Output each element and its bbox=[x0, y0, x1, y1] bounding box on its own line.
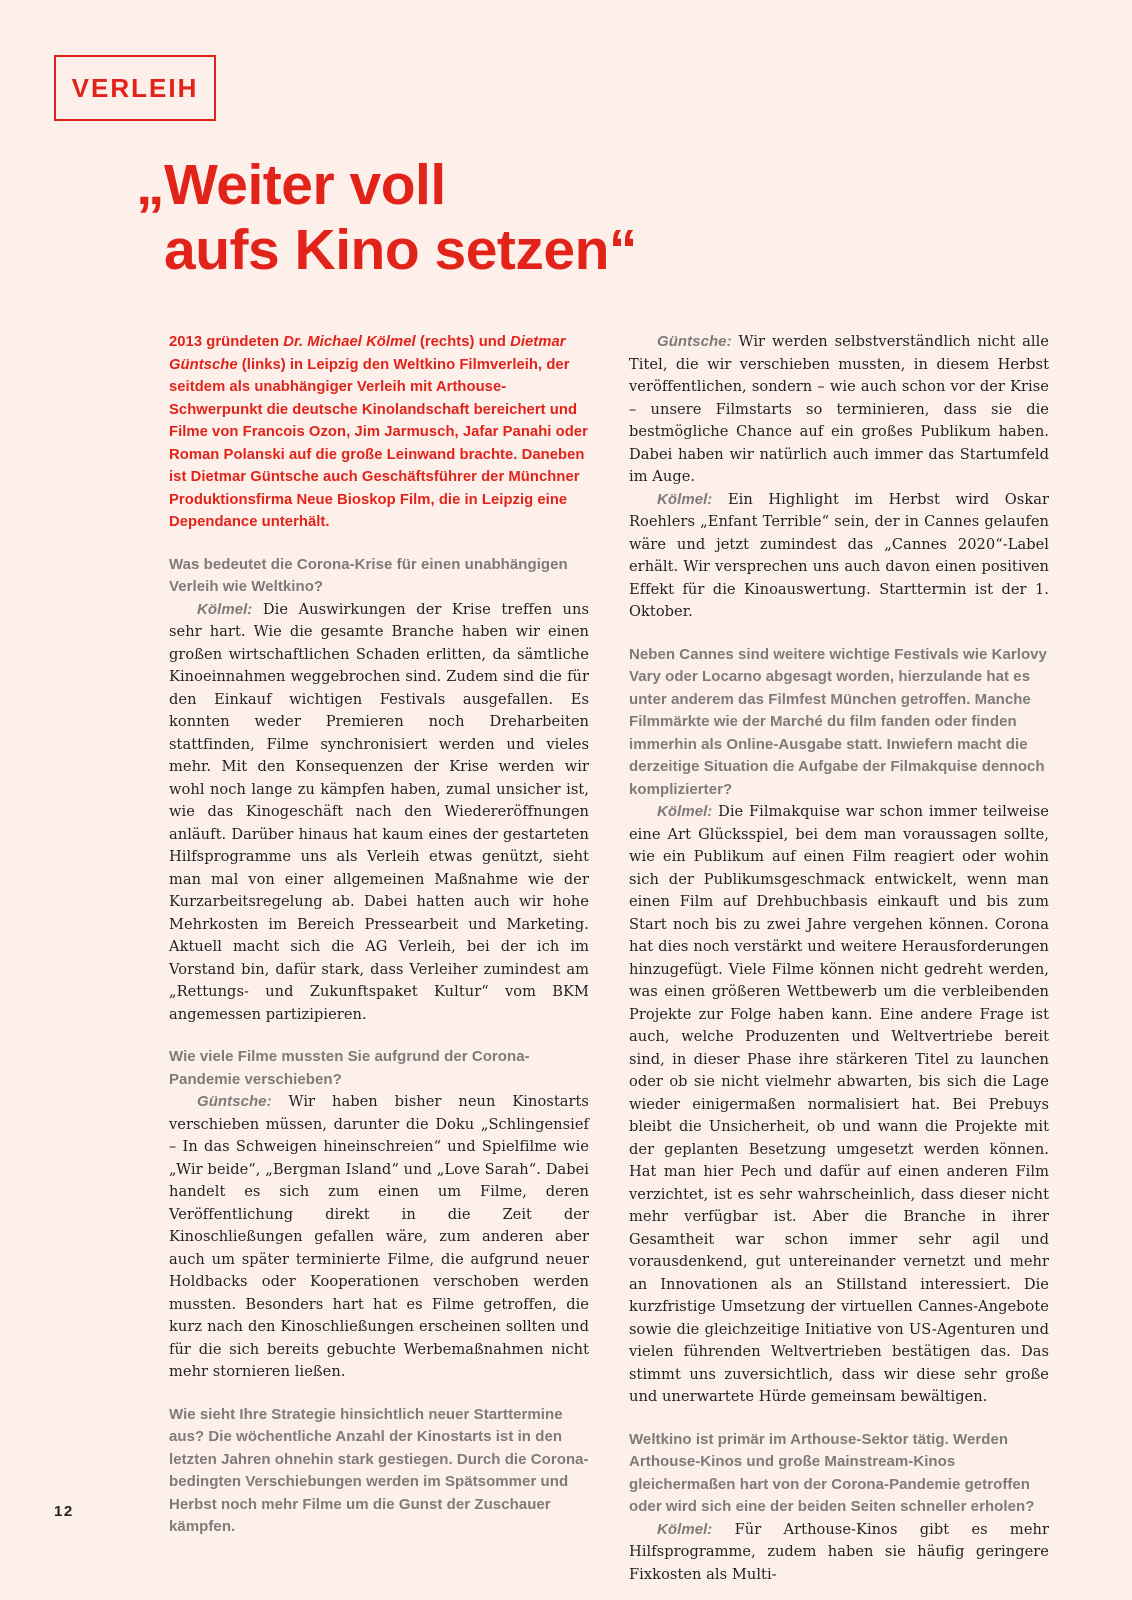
speaker-label: Kölmel: bbox=[657, 803, 713, 820]
answer-4: Kölmel: Die Filmakquise war schon immer teilweise eine Art Glücksspiel, bei dem man voraussagen sollte, wie ein Publikum auf einen Film reagiert oder wohin sich der Publikumsgeschmack entwickelt, wenn man einen Film auf Drehbuchbasis einkauft und bis zum Start noch bis zu zwei Jahre vergehen können. Corona hat dies noch verstärkt und weitere Herausforderungen hinzugefügt. Viele Filme können nicht gedreht werden, was einen größeren Wettbewerb um die verbleibenden Projekte zur Folge haben kann. Eine andere Frage ist auch, welche Produzenten und Weltvertriebe bereit sind, in dieser Phase ihre stärkeren Titel zu launchen oder ob sie nicht vielmehr abwarten, bis sich die Lage wieder einigermaßen normalisiert hat. Bei Prebuys bleibt die Unsicherheit, ob und wann die Projekte mit der geplanten Besetzung umgesetzt werden können. Hat man hier Pech und dafür auf einen anderen Film verzichtet, ist es sehr wahrscheinlich, dass dieser nicht mehr verfügbar ist. Aber die Branche in ihrer Gesamtheit war schon immer sehr agil und vorausdenkend, gut untereinander vernetzt und mehr an Innovationen als an Stillstand interessiert. Die kurzfristige Umsetzung der virtuellen Cannes-Angebote sowie die gleichzeitige Initiative von US-Agenturen und vielen führenden Weltvertrieben bestätigen das. Das stimmt uns zuversichtlich, dass wir diese sehr große und unerwartete Hürde gemeinsam bewältigen. bbox=[629, 803, 1049, 1405]
question-5: Weltkino ist primär im Arthouse-Sektor tätig. Werden Arthouse-Kinos und große Mainstream-Kinos gleichermaßen hart von der Corona-Pandemie getroffen oder wird sich eine der beiden Seiten schneller erholen? bbox=[629, 1430, 1035, 1515]
headline-line-1: „Weiter voll bbox=[136, 153, 446, 217]
section-label: VERLEIH bbox=[71, 72, 199, 103]
question-1: Was bedeutet die Corona-Krise für einen unabhängigen Verleih wie Weltkino? bbox=[169, 555, 568, 595]
speaker-label: Kölmel: bbox=[657, 1520, 713, 1538]
question-2: Wie viele Filme mussten Sie aufgrund der Corona-Pandemie verschieben? bbox=[169, 1048, 530, 1088]
intro-name-koelmel: Dr. Michael Kölmel bbox=[283, 334, 416, 350]
intro-paragraph: 2013 gründeten Dr. Michael Kölmel (rechts) und Dietmar Güntsche (links) in Leipzig den Weltkino Filmverleih, der seitdem als unabhängiger Verleih mit Arthouse-Schwerpunkt die deutsche Kinolandschaft bereichert und Filme von Francois Ozon, Jim Jarmusch, Jafar Panahi oder Roman Polanski auf die große Leinwand brachte. Daneben ist Dietmar Güntsche auch Geschäftsführer der Münchner Produktionsfirma Neue Bioskop Film, die in Leipzig eine Dependance unterhält. bbox=[169, 334, 588, 530]
page-number: 12 bbox=[54, 1503, 74, 1520]
intro-name-guentsche: Dietmar Güntsche bbox=[169, 334, 566, 373]
answer-3a: Güntsche: Wir werden selbstverständlich nicht alle Titel, die wir verschieben mussten, in diesem Herbst veröffentlichen, sondern – wie auch schon vor der Krise – unsere Filmstarts so terminieren, dass sie die bestmögliche Chance auf ein großes Publikum haben. Dabei haben wir natürlich auch immer das Startumfeld im Auge. bbox=[629, 333, 1049, 485]
column-right bbox=[629, 331, 1049, 1586]
question-4: Neben Cannes sind weitere wichtige Festivals wie Karlovy Vary oder Locarno abgesagt worden, hierzulande hat es unter anderem das Filmfest München getroffen. Manche Filmmärkte wie der Marché du film fanden oder finden immerhin als Online-Ausgabe statt. Inwiefern macht die derzeitige Situation die Aufgabe der Filmakquise dennoch komplizierter? bbox=[629, 645, 1047, 798]
section-label-box bbox=[54, 55, 216, 121]
answer-2: Güntsche: Wir haben bisher neun Kinostarts verschieben müssen, darunter die Doku „Schlingensief – In das Schweigen hineinschreien“ und Spielfilme wie „Wir beide“, „Bergman Island“ und „Love Sarah“. Dabei handelt es sich zum einen um Filme, deren Veröffentlichung direkt in die Zeit der Kinoschließungen gefallen wäre, zum anderen aber auch um später terminierte Filme, die aufgrund neuer Holdbacks oder Kooperationen verschoben werden mussten. Besonders hart hat es Filme getroffen, die kurz nach den Kinoschließungen erscheinen sollten und für die sich bereits gebuchte Werbemaßnahmen nicht mehr stornieren ließen. bbox=[169, 1093, 589, 1380]
answer-1: Kölmel: Die Auswirkungen der Krise treffen uns sehr hart. Wie die gesamte Branche haben wir einen großen wirtschaftlichen Schaden erlitten, da sämtliche Kinoeinnahmen weggebrochen sind. Zudem sind die für den Einkauf wichtigen Festivals ausgefallen. Es konnten weder Premieren noch Dreharbeiten stattfinden, Filme synchronisiert werden und vieles mehr. Mit den Konsequenzen der Krise werden wir wohl noch lange zu kämpfen haben, zumal unsicher ist, wie das Kinogeschäft nach den Wiedereröffnungen anläuft. Darüber hinaus hat kaum eines der gestarteten Hilfsprogramme uns als Verleih etwas genützt, sieht man mal von einer allgemeinen Maßnahme wie der Kurzarbeitsregelung ab. Dabei hatten auch wir hohe Mehrkosten im Bereich Pressearbeit und Marketing. Aktuell macht sich die AG Verleih, bei der ich im Vorstand bin, dafür stark, dass Verleiher zumindest am „Rettungs- und Zukunftspaket Kultur“ vom BKM angemessen partizipieren. bbox=[169, 600, 589, 1023]
speaker-label: Kölmel: bbox=[657, 490, 713, 508]
answer-5: Kölmel: Für Arthouse-Kinos gibt es mehr Hilfsprogramme, zudem haben sie häufig geringere Fixkosten als Multi- bbox=[629, 1520, 1049, 1583]
column-left bbox=[169, 331, 589, 1539]
answer-3b: Kölmel: Ein Highlight im Herbst wird Oskar Roehlers „Enfant Terrible“ sein, der in Cannes gelaufen wäre und jetzt zumindest das „Cannes 2020“-Label erhält. Wir versprechen uns auch davon einen positiven Effekt für die Kinoauswertung. Starttermin ist der 1. Oktober. bbox=[629, 490, 1049, 620]
speaker-label: Kölmel: bbox=[197, 600, 253, 618]
headline bbox=[136, 153, 1036, 283]
speaker-label: Güntsche: bbox=[197, 1093, 272, 1110]
question-3: Wie sieht Ihre Strategie hinsichtlich neuer Starttermine aus? Die wöchentliche Anzahl der Kinostarts ist in den letzten Jahren ohnehin stark gestiegen. Durch die Corona-bedingten Verschiebungen werden im Spätsommer und Herbst noch mehr Filme um die Gunst der Zuschauer kämpfen. bbox=[169, 1405, 589, 1535]
headline-line-2: aufs Kino setzen“ bbox=[164, 218, 637, 282]
speaker-label: Güntsche: bbox=[657, 333, 732, 350]
